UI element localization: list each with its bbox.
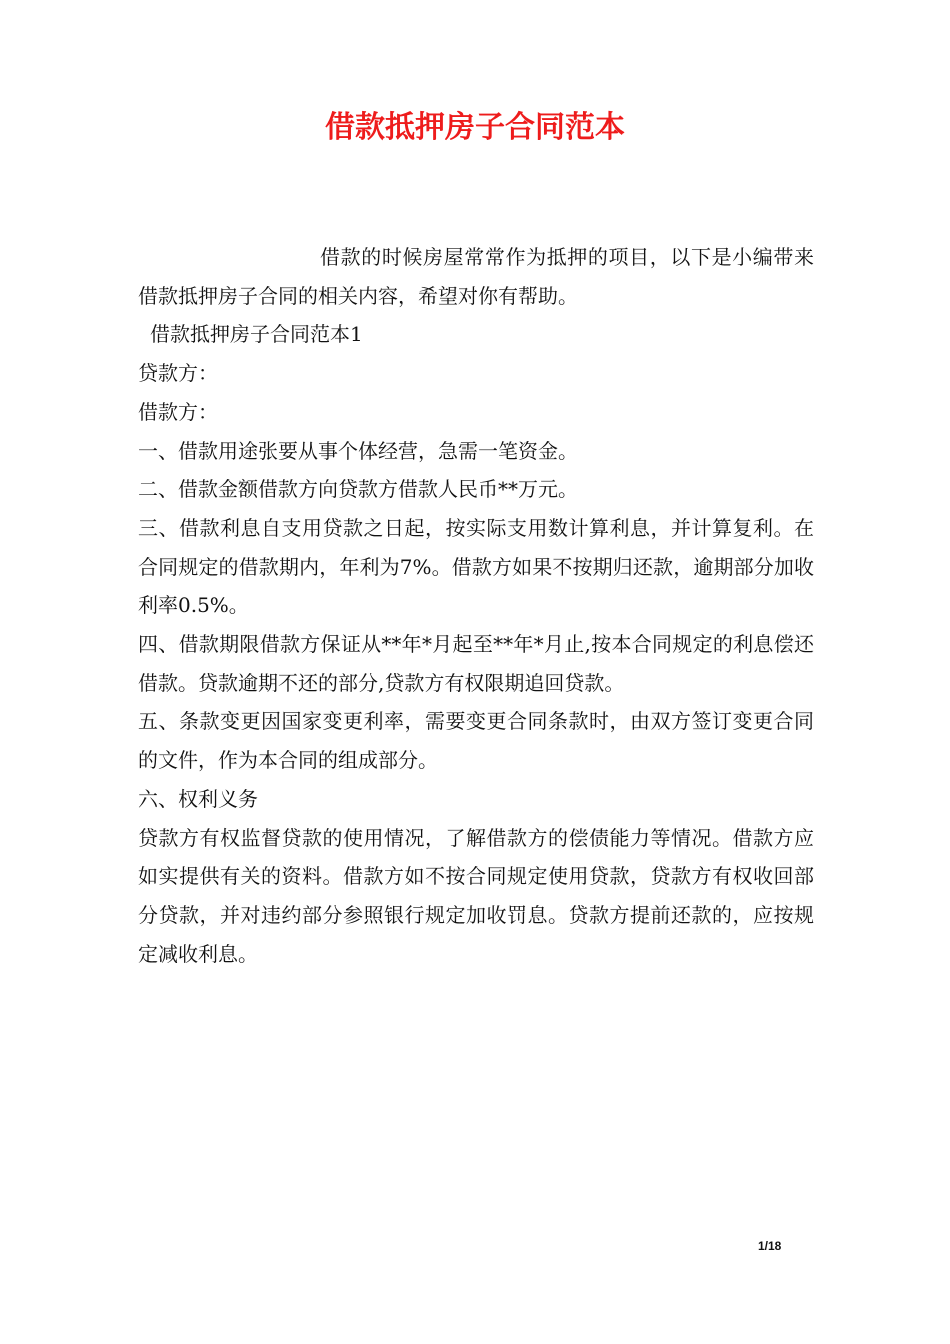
clause-rights-heading: 六、权利义务 [138,786,258,811]
clause-term: 四、借款期限借款方保证从**年*月起至**年*月止,按本合同规定的利息偿还借款。贷款逾期不还的部分,贷款方有权限期追回贷款。 [138,632,814,695]
lender-line: 贷款方： [138,361,218,386]
clause-interest: 三、借款利息自支用贷款之日起，按实际支用数计算利息，并计算复利。在合同规定的借款期内，年利为7%。借款方如果不按期归还款，逾期部分加收利率0.5%。 [138,515,814,618]
clause-rights-body: 贷款方有权监督贷款的使用情况，了解借款方的偿债能力等情况。借款方应如实提供有关的资料。借款方如不按合同规定使用贷款，贷款方有权收回部分贷款，并对违约部分参照银行规定加收罚息。贷款方提前还款的，应按规定减收利息。 [138,825,814,966]
clause-purpose: 一、借款用途张要从事个体经营，急需一笔资金。 [138,438,578,463]
section-heading: 借款抵押房子合同范本1 [150,322,363,347]
clause-change: 五、条款变更因国家变更利率，需要变更合同条款时，由双方签订变更合同的文件，作为本合同的组成部分。 [138,709,814,773]
page-number: 1/18 [758,1239,782,1253]
intro-paragraph: 借款的时候房屋常常作为抵押的项目，以下是小编带来借款抵押房子合同的相关内容，希望对你有帮助。 [138,245,814,308]
document-body [138,238,814,973]
borrower-line: 借款方： [138,399,218,424]
document-title: 借款抵押房子合同范本 [325,110,625,145]
clause-amount: 二、借款金额借款方向贷款方借款人民币**万元。 [138,477,578,502]
